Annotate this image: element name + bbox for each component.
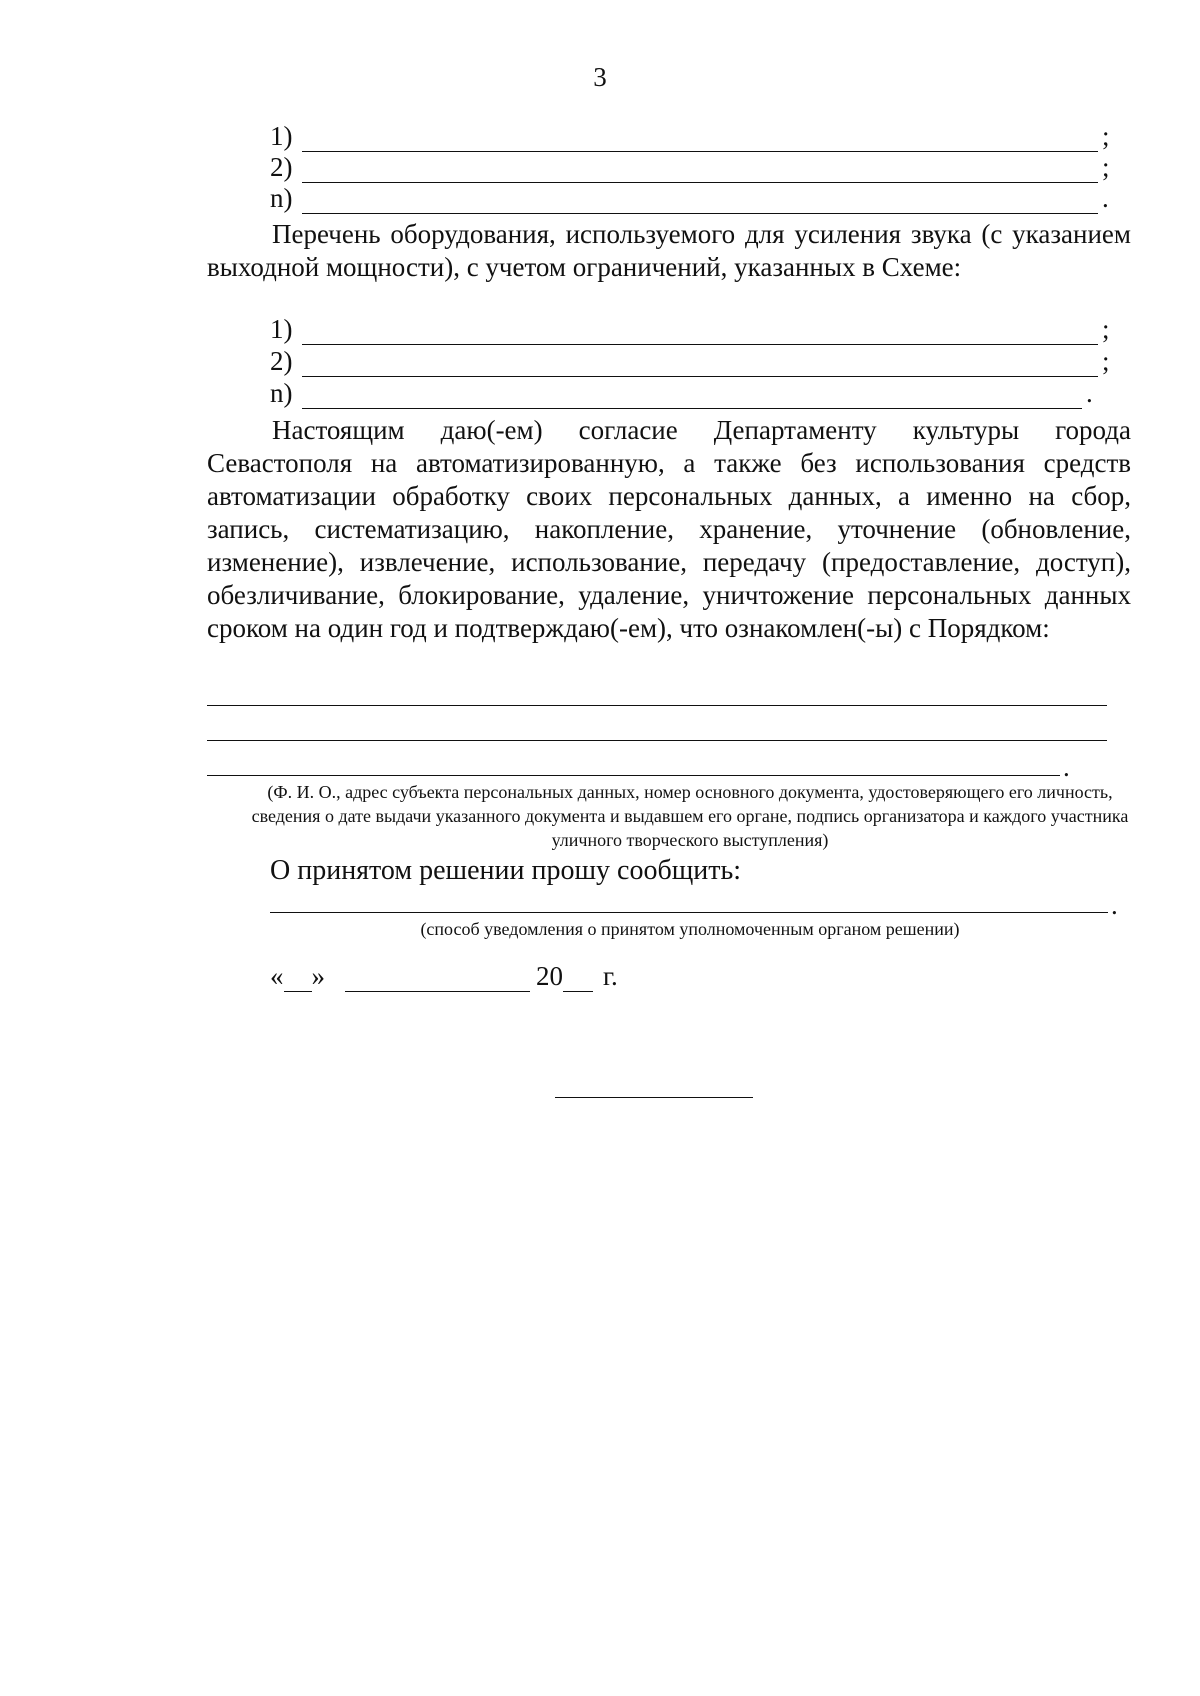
blank-field[interactable] xyxy=(302,354,1098,377)
year-prefix: 20 xyxy=(536,961,563,991)
list-item-label: 1) xyxy=(270,121,293,151)
list-item-end: . xyxy=(1102,183,1109,213)
consent-paragraph xyxy=(207,414,1131,645)
list-two-item-2[interactable] xyxy=(270,345,1110,377)
equipment-paragraph xyxy=(207,218,1131,284)
personal-data-line-2[interactable] xyxy=(207,740,1107,741)
list-item-end: ; xyxy=(1102,314,1110,344)
list-item-label: 1) xyxy=(270,314,293,344)
list-item-end: ; xyxy=(1102,152,1110,182)
personal-data-line-3[interactable] xyxy=(207,775,1060,776)
closing-divider xyxy=(555,1097,753,1098)
blank-field[interactable] xyxy=(302,191,1098,214)
decision-request: О принятом решении прошу сообщить: xyxy=(270,855,742,886)
page-number: 3 xyxy=(593,62,607,92)
consent-text: Настоящим даю(-ем) согласие Департаменту культуры города Севастополя на автоматизированную, а также без использования средств автоматизации обработку своих персональных данных, а именно на сбор, запись, систематизацию, накопление, хранение, уточнение (обновление, изменение), извлечение, использование, передачу (предоставление, доступ), обезличивание, блокирование, удаление, уничтожение персональных данных сроком на один год и подтверждаю(-ем), что ознакомлен(-ы) с Порядком: xyxy=(207,415,1131,643)
list-item-end: ; xyxy=(1102,346,1110,376)
date-line xyxy=(270,960,618,992)
day-field[interactable] xyxy=(284,969,312,992)
list-one-item-n[interactable] xyxy=(270,182,1109,214)
date-open-quote: « xyxy=(270,961,284,991)
equipment-intro-text: Перечень оборудования, используемого для усиления звука (с указанием выходной мощности), с учетом ограничений, указанных в Схеме: xyxy=(207,219,1131,282)
list-one-item-2[interactable] xyxy=(270,151,1110,183)
personal-data-line-1[interactable] xyxy=(207,705,1107,706)
list-item-label: n) xyxy=(270,183,293,213)
year-suffix: г. xyxy=(603,961,618,991)
notification-method-line[interactable] xyxy=(270,912,1108,913)
list-two-item-1[interactable] xyxy=(270,313,1110,345)
blank-field[interactable] xyxy=(302,322,1098,345)
list-two-item-n[interactable] xyxy=(270,377,1093,409)
blank-field[interactable] xyxy=(302,386,1082,409)
month-field[interactable] xyxy=(345,969,530,992)
list-item-label: 2) xyxy=(270,346,293,376)
personal-data-note: (Ф. И. О., адрес субъекта персональных данных, номер основного документа, удостоверяющего его личность, сведения о дате выдачи указанного документа и выдавшем его органе, подпись организатора и каждого участника уличного творческого выступления) xyxy=(251,782,1129,850)
date-close-quote: » xyxy=(311,961,325,991)
blank-field[interactable] xyxy=(302,160,1098,183)
list-item-end: . xyxy=(1086,378,1093,408)
notification-line-end: . xyxy=(1111,890,1118,920)
list-item-end: ; xyxy=(1102,121,1110,151)
year-field[interactable] xyxy=(563,969,593,992)
list-one-item-1[interactable] xyxy=(270,120,1110,152)
blank-field[interactable] xyxy=(302,129,1098,152)
notification-note: (способ уведомления о принятом уполномоченным органом решении) xyxy=(420,919,960,939)
list-item-label: 2) xyxy=(270,152,293,182)
list-item-label: n) xyxy=(270,378,293,408)
personal-data-line-end: . xyxy=(1063,752,1070,782)
